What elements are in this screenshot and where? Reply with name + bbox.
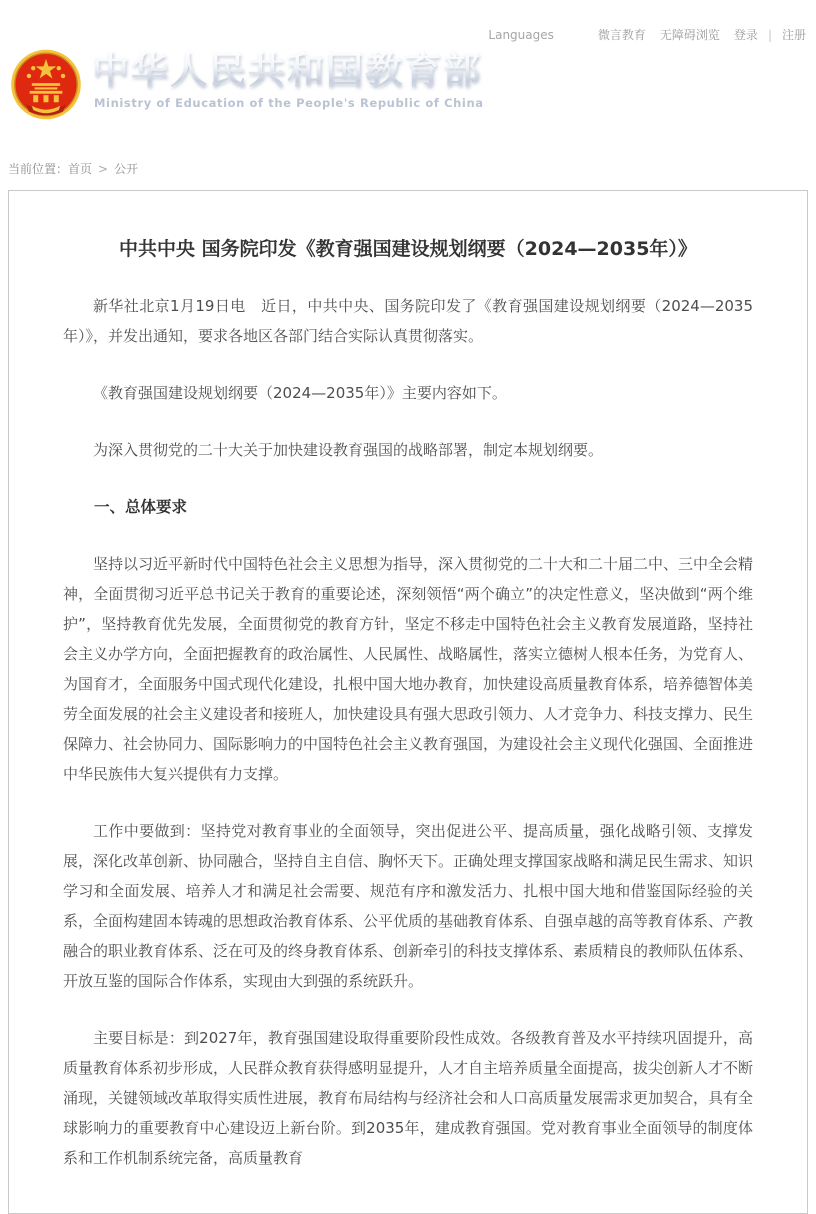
site-title-english: Ministry of Education of the People's Republic of China [94, 95, 484, 110]
article-title: 中共中央 国务院印发《教育强国建设规划纲要（2024—2035年）》 [119, 238, 697, 260]
breadcrumb-section-link[interactable]: 公开 [114, 162, 139, 176]
article-paragraph: 工作中要做到：坚持党对教育事业的全面领导，突出促进公平、提高质量，强化战略引领、支撑发展，深化改革创新、协同融合，坚持自主自信、胸怀天下。正确处理支撑国家战略和满足民生需求、知识学习和全面发展、培养人才和满足社会需要、规范有序和激发活力、扎根中国大地和借鉴国际经验的关系，全面构建固本铸魂的思想政治教育体系、公平优质的基础教育体系、自强卓越的高等教育体系、产教融合的职业教育体系、泛在可及的终身教育体系、创新牵引的科技支撑体系、素质精良的教师队伍体系、开放互鉴的国际合作体系，实现由大到强的系统跃升。 [63, 821, 754, 990]
login-link[interactable]: 登录 [733, 28, 758, 42]
article-panel [8, 190, 808, 1214]
languages-link[interactable]: Languages [488, 27, 554, 42]
breadcrumb-label: 当前位置： [8, 162, 69, 176]
site-title[interactable]: 中华人民共和国教育部 [92, 49, 482, 92]
accessibility-link[interactable]: 无障碍浏览 [659, 28, 720, 42]
site-header [0, 43, 816, 129]
divider: | [767, 27, 772, 42]
article-body [63, 291, 753, 1173]
section-heading: 一、总体要求 [94, 497, 188, 516]
article-paragraph: 为深入贯彻党的二十大关于加快建设教育强国的战略部署，制定本规划纲要。 [93, 440, 604, 459]
weiyan-jiaoyu-link[interactable]: 微言教育 [597, 28, 646, 42]
article-paragraph: 新华社北京1月19日电 近日，中共中央、国务院印发了《教育强国建设规划纲要（2024—2035年）》，并发出通知，要求各地区各部门结合实际认真贯彻落实。 [63, 296, 753, 345]
article-paragraph: 主要目标是：到2027年，教育强国建设取得重要阶段性成效。各级教育普及水平持续巩固提升，高质量教育体系初步形成，人民群众教育获得感明显提升，人才自主培养质量全面提高，拔尖创新人才不断涌现，关键领域改革取得实质性进展，教育布局结构与经济社会和人口高质量发展需求更加契合，具有全球影响力的重要教育中心建设迈上新台阶。到2035年，建成教育强国。党对教育事业全面领导的制度体系和工作机制系统完备，高质量教育 [63, 1028, 754, 1167]
article-paragraph: 坚持以习近平新时代中国特色社会主义思想为指导，深入贯彻党的二十大和二十届二中、三中全会精神，全面贯彻习近平总书记关于教育的重要论述，深刻领悟“两个确立”的决定性意义，坚决做到“两个维护”，坚持教育优先发展，全面贯彻党的教育方针，坚定不移走中国特色社会主义教育发展道路，坚持社会主义办学方向，全面把握教育的政治属性、人民属性、战略属性，落实立德树人根本任务，为党育人、为国育才，全面服务中国式现代化建设，扎根中国大地办教育，加快建设高质量教育体系，培养德智体美劳全面发展的社会主义建设者和接班人，加快建设具有强大思政引领力、人才竞争力、科技支撑力、民生保障力、社会协同力、国际影响力的中国特色社会主义教育强国，为建设社会主义现代化强国、全面推进中华民族伟大复兴提供有力支撑。 [63, 554, 754, 783]
brand-text [92, 49, 484, 110]
top-utility-bar [0, 0, 816, 43]
breadcrumb-separator: > [98, 162, 109, 176]
breadcrumb-home-link[interactable]: 首页 [68, 162, 93, 176]
breadcrumb [8, 160, 816, 177]
national-emblem-icon[interactable] [10, 49, 82, 120]
register-link[interactable]: 注册 [781, 28, 806, 42]
article-paragraph: 《教育强国建设规划纲要（2024—2035年）》主要内容如下。 [93, 383, 507, 402]
